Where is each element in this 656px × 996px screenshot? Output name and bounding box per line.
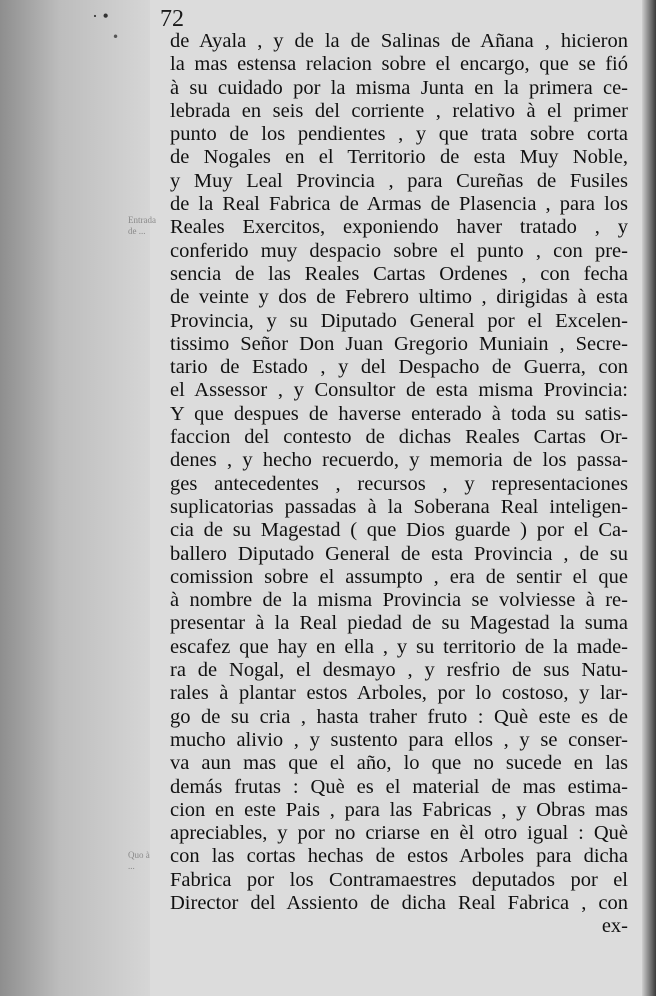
text-line: à nombre de la misma Provincia se volviesse à re- bbox=[170, 589, 628, 612]
text-line: cion en este Pais , para las Fabricas , y Obras mas bbox=[170, 798, 628, 821]
text-line: tario de Estado , y del Despacho de Guerra, con bbox=[170, 356, 628, 379]
body-text bbox=[170, 30, 628, 939]
text-line: Director del Assiento de dicha Real Fabrica , con bbox=[170, 891, 628, 914]
text-line: presentar à la Real piedad de su Magestad la suma bbox=[170, 612, 628, 635]
text-line: Reales Exercitos, exponiendo haver tratado , y bbox=[170, 216, 628, 239]
corner-mark: · • bbox=[92, 6, 109, 26]
text-line: va aun mas que el año, lo que no sucede en las bbox=[170, 752, 628, 775]
text-line: de veinte y dos de Febrero ultimo , dirigidas à esta bbox=[170, 286, 628, 309]
text-line: de la Real Fabrica de Armas de Plasencia , para los bbox=[170, 193, 628, 216]
text-line: escafez que hay en ella , y su territorio de la made- bbox=[170, 635, 628, 658]
text-line: Y que despues de haverse enterado à toda su satis- bbox=[170, 402, 628, 425]
text-line: suplicatorias passadas à la Soberana Real inteligen- bbox=[170, 495, 628, 518]
text-line: demás frutas : Què es el material de mas estima- bbox=[170, 775, 628, 798]
text-line: apreciables, y por no criarse en èl otro igual : Què bbox=[170, 822, 628, 845]
text-line: con las cortas hechas de estos Arboles para dicha bbox=[170, 845, 628, 868]
text-line: punto de los pendientes , y que trata sobre corta bbox=[170, 123, 628, 146]
text-line: lebrada en seis del corriente , relativo à el primer bbox=[170, 99, 628, 122]
catchword: ex- bbox=[601, 915, 628, 938]
bleed-through-note: Entrada de ... bbox=[128, 215, 156, 236]
text-line: la mas estensa relacion sobre el encargo, que se fió bbox=[170, 53, 628, 76]
text-line: sencia de las Reales Cartas Ordenes , con fecha bbox=[170, 262, 628, 285]
text-line: y Muy Leal Provincia , para Cureñas de Fusiles bbox=[170, 169, 628, 192]
text-line: ra de Nogal, el desmayo , y resfrio de sus Natu- bbox=[170, 659, 628, 682]
text-line: el Assessor , y Consultor de esta misma Provincia: bbox=[170, 379, 628, 402]
text-line: faccion del contesto de dichas Reales Cartas Or- bbox=[170, 426, 628, 449]
page-number: 72 bbox=[160, 6, 184, 32]
text-line: Provincia, y su Diputado General por el Excelen- bbox=[170, 309, 628, 332]
text-line: cia de su Magestad ( que Dios guarde ) por el Ca- bbox=[170, 519, 628, 542]
text-line: de Ayala , y de la de Salinas de Añana , hicieron bbox=[170, 30, 628, 52]
text-line: tissimo Señor Don Juan Gregorio Muniain , Secre- bbox=[170, 332, 628, 355]
text-line: go de su cria , hasta traher fruto : Què este es de bbox=[170, 705, 628, 728]
binding-gutter-shadow bbox=[0, 0, 150, 996]
text-line: denes , y hecho recuerdo, y memoria de los passa- bbox=[170, 449, 628, 472]
text-line: comission sobre el assumpto , era de sentir el que bbox=[170, 565, 628, 588]
text-line: ballero Diputado General de esta Provincia , de su bbox=[170, 542, 628, 565]
corner-mark-small: • bbox=[112, 30, 120, 44]
text-line: rales à plantar estos Arboles, por lo costoso, y lar- bbox=[170, 682, 628, 705]
page-edge-shadow bbox=[642, 0, 656, 996]
text-line: à su cuidado por la misma Junta en la primera ce- bbox=[170, 76, 628, 99]
text-line: conferido muy despacio sobre el punto , con pre- bbox=[170, 239, 628, 262]
text-line: ges antecedentes , recursos , y representaciones bbox=[170, 472, 628, 495]
text-line: de Nogales en el Territorio de esta Muy Noble, bbox=[170, 146, 628, 169]
bleed-through-note: Quo à ... bbox=[128, 850, 150, 871]
text-line: Fabrica por los Contramaestres deputados por el bbox=[170, 868, 628, 891]
text-line: mucho alivio , y sustento para ellos , y se conser- bbox=[170, 728, 628, 751]
